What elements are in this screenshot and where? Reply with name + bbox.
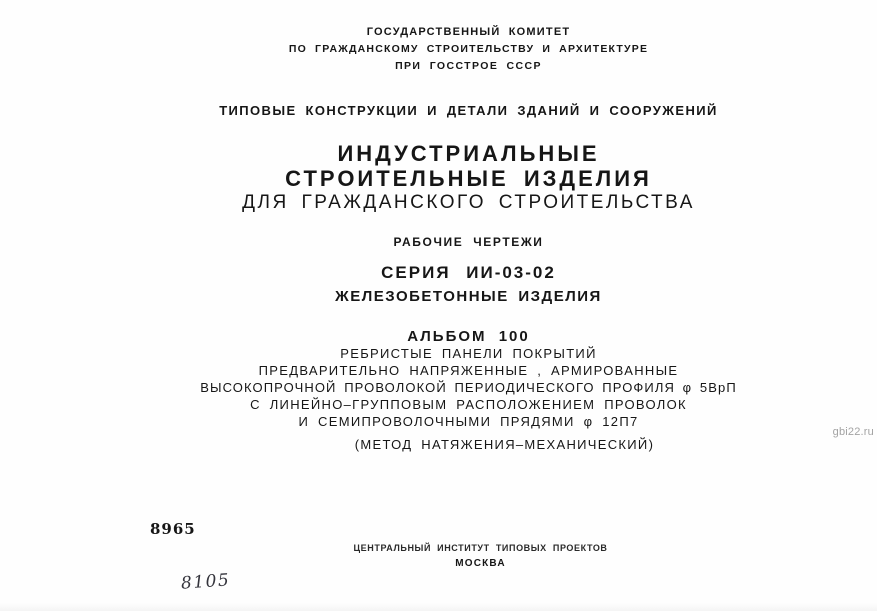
publisher-city: МОСКВА [455,558,506,569]
album-desc-line-4: С ЛИНЕЙНО–ГРУППОВЫМ РАСПОЛОЖЕНИЕМ ПРОВОЛОК [250,397,687,412]
series-number: СЕРИЯ ИИ-03-02 [381,263,556,282]
organization-line-2: ПО ГРАЖДАНСКОМУ СТРОИТЕЛЬСТВУ И АРХИТЕКТУРЕ [288,43,649,55]
main-title-line-3: ДЛЯ ГРАЖДАНСКОГО СТРОИТЕЛЬСТВА [242,192,695,213]
site-watermark: gbi22.ru [832,426,874,438]
album-desc-line-2: ПРЕДВАРИТЕЛЬНО НАПРЯЖЕННЫЕ , АРМИРОВАННЫЕ [258,363,679,378]
album-desc-line-5: И СЕМИПРОВОЛОЧНЫМИ ПРЯДЯМИ φ 12П7 [298,414,639,429]
handwritten-inventory-number: 8105 [180,570,231,594]
album-number: АЛЬБОМ 100 [407,328,530,345]
scan-edge-shadow [0,603,877,611]
organization-line-1: ГОСУДАРСТВЕННЫЙ КОМИТЕТ [366,26,571,38]
main-title-line-2: СТРОИТЕЛЬНЫЕ ИЗДЕЛИЯ [285,166,652,191]
doc-type-heading: ТИПОВЫЕ КОНСТРУКЦИИ И ДЕТАЛИ ЗДАНИЙ И СООРУЖЕНИЙ [219,103,718,118]
print-order-number: 8965 [150,520,196,538]
subtitle-working-drawings: РАБОЧИЕ ЧЕРТЕЖИ [393,235,544,249]
series-category: ЖЕЛЕЗОБЕТОННЫЕ ИЗДЕЛИЯ [335,288,602,305]
main-title-line-1: ИНДУСТРИАЛЬНЫЕ [337,141,600,166]
publisher-name: ЦЕНТРАЛЬНЫЙ ИНСТИТУТ ТИПОВЫХ ПРОЕКТОВ [353,543,608,553]
album-method-note: (МЕТОД НАТЯЖЕНИЯ–МЕХАНИЧЕСКИЙ) [354,437,655,452]
organization-line-3: ПРИ ГОССТРОЕ СССР [395,60,542,72]
album-desc-line-1: РЕБРИСТЫЕ ПАНЕЛИ ПОКРЫТИЙ [340,346,597,361]
album-desc-line-3: ВЫСОКОПРОЧНОЙ ПРОВОЛОКОЙ ПЕРИОДИЧЕСКОГО ПРОФИЛЯ φ 5ВрП [200,380,737,395]
